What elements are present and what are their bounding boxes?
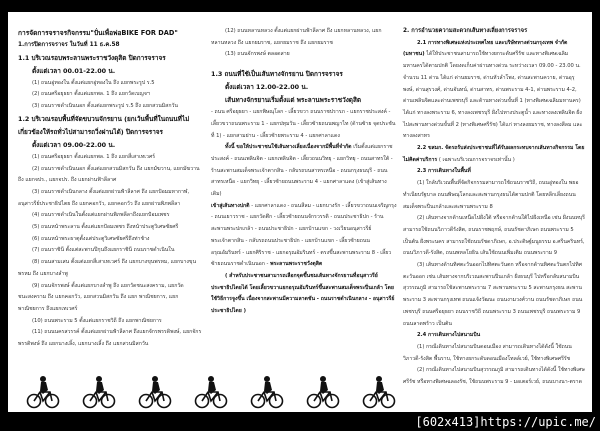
note-heading: ทั้งนี้ ขอให้ประชาชนใช้เส้นทางเลี่ยงเนื่องจากมีพื้นที่จำกัด <box>225 144 352 151</box>
list-item: (3) เส้นทางด้านทิศตะวันออกไปทิศตะวันตก หรือจากด้านทิศตะวันตกไปทิศตะวันออก เช่น เส้นทางจากบริเวณสะพานปิ่นเกล้า ฝั่งธนบุรี ไปหรือกลับสนามบินสุวรรณภูมิ สามารถใช้สะพานพระราม 7 สะพานพระราม 5 สะพานกรุงธน สะพานพระราม 3 สะพานกรุงเทพ ถนนแจ้งวัฒนะ ถนนงามวงศ์วาน ถนนรัชดาภิเษก ถนนเพชรบุรี ถนนศรีอยุธยา ถนนราชวิถี ถนนพระราม 3 ถนนเพชรบุรี ถนนพระราม 9 ถนนลาดพร้าว เป็นต้น <box>403 262 583 327</box>
section-1-2-time: ตั้งแต่เวลา 09.00-22.00 น. <box>32 140 116 149</box>
list-item: (2) ถนนราชดำเนินนอก ตั้งแต่แยกสวนมิสกวัน ถึง แยกมัฆวาน, แยกมัฆวาน ถึง แยกจปร., แยกจปร. ถึง แยกผ่านฟ้าลีลาศ <box>18 165 200 184</box>
section-1-1-time: ตั้งแต่เวลา 00.01-22.00 น. <box>32 66 116 75</box>
cyclist-icon <box>306 374 340 410</box>
list-item: (8) ถนนสามเสน ตั้งแต่แยกสี่เสาเทเวศร์ ถึง แยกบางขุนพรหม, แยกบางขุนพรหม ถึง แยกบางลำพู <box>18 259 197 277</box>
section-1-heading: 1.การปิดการจราจร ในวันที่ 11 ธ.ค.58 <box>18 42 120 48</box>
column-1 <box>18 26 204 351</box>
return-text: - แยกศาลาแดง - ถนนสีลม - แยกบางรัก - เลี้ยวขวาถนนเจริญกรุง - ถนนเยาวราช - แยกวัดตึก - เลี้ยวซ้ายถนนจักรวรรดิ - ถนนประชาธิปก - ร้านสะพานพระปกเกล้า - ถนนประชาธิปก - แยกบ้านแขก - วงเวียนอนุสาวรีย์พระเจ้าตากสิน - กลับรถถนนประชาธิปก - แยกบ้านแขก - เลี้ยวซ้ายถนนอรุณอัมรินทร์ - แยกศิริราช - แยกอรุณอัมรินทร์ - ตรงขึ้นสะพานพระราม 8 - เลี้ยวซ้ายถนนราชดำเนินนอก - <box>211 202 397 268</box>
section-1-1-heading: 1.1 บริเวณรอบพระลานพระราชวังดุสิต ปิดการจราจร <box>18 53 166 62</box>
watermark-url: [602x413]https://upic.me/ <box>415 415 596 429</box>
cyclist-icon <box>82 374 116 410</box>
list-item: (2) ถนนศรีอยุธยา ตั้งแต่แยกพล. 1 ถึง แยกวัดเบญจฯ <box>32 91 150 98</box>
list-item: (4) ถนนราชดำเนินในตั้งแต่แยกผ่านพิภพลีลาถึงแยกป้อมเพชร <box>32 212 170 219</box>
list-item: (1) ใกล้บริเวณพื้นที่จัดกิจกรรมสามารถใช้ถนนราชวิถี, ถนนอู่ทองใน พยอทำเนียบรัฐบาล ถนนพิษณุโลกและสะพานกรุงธนได้ตามปกติ โดยหลีกเลี่ยงถนนสมเด็จพระปิ่นเกล้าและสะพานพระราม 8 <box>403 180 579 210</box>
section-1-3-heading: 1.3 ถนนที่ใช้เป็นเส้นทางจักรยาน ปิดการจราจร <box>211 70 343 79</box>
list-item: (10) ถนนพระราม 5 ตั้งแต่แยกราชวิถี ถึง แยกพาณิชยการ <box>32 317 162 324</box>
list-item: (11) ถนนนครสวรรค์ ตั้งแต่แยกผ่านฟ้าลีลาศ ถึงแยกจักรพรรดิพงษ์, แยกจักรพรรดิพงษ์ ถึง แยกนางเลิ้ง, แยกนางเลิ้ง ถึง แยกสวนมิสกวัน <box>18 329 202 348</box>
list-item: (12) ถนนหลานหลวง ตั้งแต่แยกผ่านฟ้าลีลาศ ถึง แยกหลานหลวง, แยกหลานหลวง ถึง แยกยมราช, แยกยมราช ถึง แยกยมราช <box>211 28 382 46</box>
cyclist-icon <box>362 374 396 410</box>
route-heading: เส้นทางจักรยานเริ่มตั้งแต่ พระลานพระราชวังดุสิต <box>225 96 362 105</box>
bold-note: ( สำหรับประชาชนสามารถเลือกจุดขึ้นชมเส้นทางจักรยานที่อนุสาวรีย์ประชาธิปไตยได้ โดยเลี้ยวขวาแยกอรุณอัมรินทร์ขึ้นสะพานสมเด็จพระปิ่นเกล้า โดยใช้วิธีการจูงขึ้น เนื่องจากสะพานมีความลาดชัน - ถนนราชดำเนินกลาง - อนุสาวรีย์ประชาธิปไตย ) <box>211 272 395 315</box>
section-1-2-heading: 1.2 บริเวณรอบพื้นที่จัดขบวนจักรยาน (ยกเว้นพื้นที่ในถนนที่ไม่เกี่ยวข้องให้รถทั่วไปสามารถวิ่งผ่านได้) ปิดการจราจร <box>18 114 190 136</box>
return-end: พระลานพระราชวังดุสิต <box>270 261 323 268</box>
list-item: (1) ถนนอู่ทองใน ตั้งแต่แยกอู่ทองใน ถึง แยกพระรูป ร.5 <box>32 79 155 86</box>
list-item: (7) ถนนราชินี ตั้งแต่สะพานปีกุนถึงแยกราชินี ถนนราชดำเนินใน <box>32 247 175 254</box>
list-item: (1) กรณีเดินทางไปสนามบินดอนเมือง สามารถเดินทางได้ดังนี้ ใช้ถนนวิภาวดี-รังสิต พื้นราบ, ใช้ทางยกระดับดอนเมืองโทลล์เวย์, ใช้ทางพิเศษศรีรัช <box>403 343 572 362</box>
list-item: (9) ถนนจักรพงษ์ ตั้งแต่แยกบางลำพู ถึง แยกวัดชนะสงคราม, แยกวัดชนะสงคราม ถึง แยกคอกวัว, แยกสวนมิสกวัน ถึง แยก พาณิชยการ, แยกพาณิชยการ ถึงแยกเทเวศร์ <box>18 282 184 312</box>
list-item: (3) ถนนราชดำเนินกลาง ตั้งแต่แยกผ่านฟ้าลีลาศ ถึง แยกป้อมมหากาฬ, อนุสาวรีย์ประชาธิปไตย ถึง แยกคอกวัว, แยกคอกวัว ถึง แยกผ่านพิภพลีลา <box>18 188 190 207</box>
list-item: (5) ถนนหน้าพระลาน ตั้งแต่แยกป้อมเพชร ถึงหน้าประตูวิเศษชัยศรี <box>32 224 179 231</box>
section-2-4-heading: 2.4 การเดินทางไปสนามบิน <box>417 332 481 339</box>
section-2-heading: 2. การอำนวยความสะดวกเส้นทางเลี่ยงการจราจร <box>403 28 528 34</box>
note-text: เริ่มตั้งแต่แยกราชประสงค์ - ถนนเพลินจิต - แยกเพลินจิต - เลี้ยวถนนวิทยุ - แยกวิทยุ - ถนนสาทรใต้ - ร้านสะพานสมเด็จพระเจ้าตากสิน - กลับรถบนสาทรเหนือ - ถนนกรุงธนบุรี - ถนนสาทรเหนือ - แยกวิทยุ - เลี้ยวซ้ายถนนพระราม 4 - แยกศาลาแดง (เข้าสู่เส้นทางเดิม) <box>211 144 393 198</box>
cyclist-icon <box>26 374 60 410</box>
section-2-2-heading: 2.2 ขสมก. จัดรถรับส่งประชาชนที่ได้รับผลกระทบจากเส้นทางกิจกรรม โดยไม่คิดค่าบริการ <box>403 145 585 163</box>
list-item: (3) ถนนราชดำเนินนอก ตั้งแต่แยกพระรูป ร.5 ถึง แยกสวนมิสกวัน <box>32 103 178 110</box>
cyclist-icon <box>194 374 228 410</box>
section-2-2-note: ( เฉพาะบริเวณการจราจรเท่านั้น ) <box>438 156 515 163</box>
section-1-3-time: ตั้งแต่เวลา 12.00-22.00 น. <box>225 83 309 92</box>
cyclist-icon <box>138 374 172 410</box>
cyclist-illustrations <box>26 374 396 410</box>
list-item: (13) ถนนจักรพงษ์ ตลอดสาย <box>225 51 290 58</box>
route-text: - ถนน ศรีอยุธยา - แยกพิษณุโลก - เลี้ยวขวา ถนนราชปรารภ - แยกราชประสงค์ - เลี้ยวขวาถนนพระราม 1 - แยกปทุมวัน - เลี้ยวซ้ายถนนพญาไท (ด้านซ้าย จุดประชันที่ 1) - แยกสามย่าน - เลี้ยวซ้ายพระราม 4 - แยกศาลาแดง <box>211 109 396 139</box>
list-item: (1) ถนนศรีอยุธยา ตั้งแต่แยกพล. 1 ถึง แยกสี่เสาเทเวศร์ <box>32 153 156 160</box>
cyclist-icon <box>250 374 284 410</box>
column-2 <box>211 26 397 318</box>
column-3 <box>403 26 585 389</box>
return-heading: เข้าสู่เส้นทางปกติ <box>211 202 250 209</box>
section-2-1-text: ได้ให้ประชาชนสามารถใช้ทางยกระดับศรีรัช และทางพิเศษเฉลิมมหานครได้ตามปกติ โดยงดเก็บค่าผ่านทางด่วน ระหว่างเวลา 09.00 - 23.00 น. จำนวน 11 ด่าน ได้แก่ ด่านยมราช, ด่านหัวลำโพง, ด่านสะพานควาย, ด่านอุรุพงษ์, ด่านสุรวงศ์, ด่านจันทน์, ด่านสาทร, ด่านพระราม 4-1, ด่านพระราม 4-2, ด่านเพลินจิตและด่านเพชรบุรี และด้านทางด่วนขั้นที่ 1 (ทางพิเศษเฉลิมมหานคร) ได้แก่ ทางลงพระราม 6, ทางลงเพชรบุรี ฝั่งไปทางประตูน้ำ และทางลงเพลินจิต ฝั่งไปสะพานทางด่วนขั้นที่ 2 (ทางพิเศษศรีรัช) ได้แก่ ทางลงยมราช, ทางลงสีลม และทางลงสาทร <box>403 51 583 140</box>
list-item: (6) ถนนหน้าพระธาตุตั้งแต่ประตูวิเศษชัยศรีถึงท่าช้าง <box>32 235 150 242</box>
section-2-1-heading: 2.1 การทางพิเศษแห่งประเทศไทย และบริษัททางด่วนกรุงเทพ จำกัด (มหาชน) <box>403 39 568 58</box>
document-title: การจัดการจราจรกิจกรรม"ปั่นเพื่อพ่อBIKE FOR DAD" <box>18 29 178 37</box>
section-2-3-heading: 2.3 การเดินทางในพื้นที่ <box>417 168 471 175</box>
list-item: (2) เส้นทางจากด้านเหนือไปฝั่งใต้ หรือจากด้านใต้ไปฝั่งเหนือ เช่น ฝั่งนนทบุรี สามารถใช้ถนนวิภาวดีรังสิต, ถนนราชพฤกษ์, ถนนรัชดาภิเษก ถนนพระราม 5 เป็นต้น ฝั่งพระนคร สามารถใช้ถนนรัชดาภิเษก, อ.ประดิษฐ์มนูธรรม อ.ศรีนครินทร์, ถนนวิภาวดี-รังสิต, ถนนพหลโยธิน เส้นใช้ถนนเพิ่มเติม ถนนพระราม 9 <box>403 215 585 257</box>
document-page <box>8 12 592 412</box>
list-item: (2) กรณีเดินทางไปสนามบินสุวรรณภูมิ สามารถเดินทางได้ดังนี้ ใช้ทางพิเศษศรีรัช หรือทางพิเศษฉลองรัช, ใช้ถนนพระราม 9 - มอเตอร์เวย์, ถนนบางนา-ตราด <box>403 367 585 386</box>
